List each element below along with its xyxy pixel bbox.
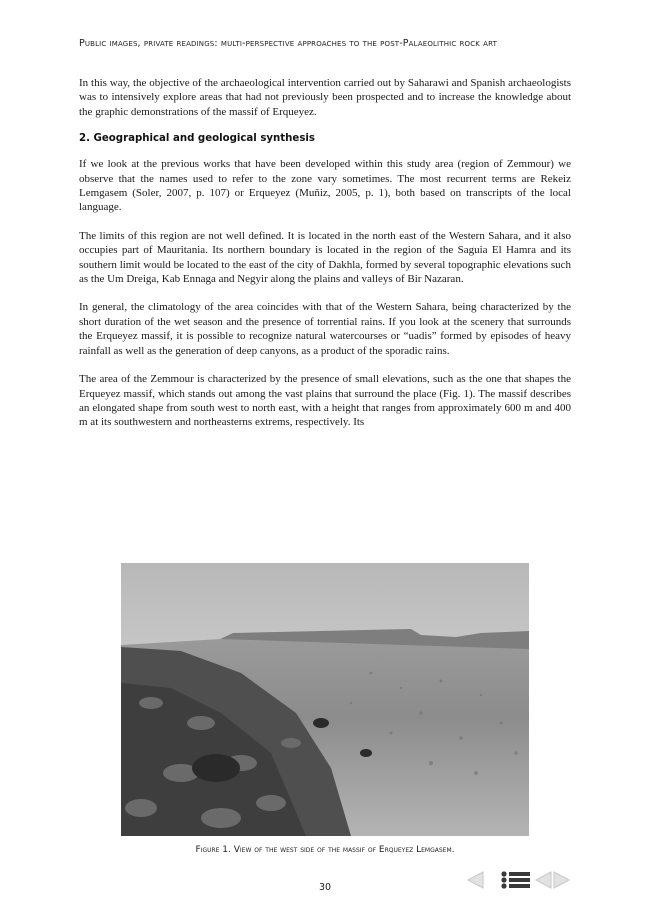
paragraph-names: If we look at the previous works that have been developed within this study area (region of Zemmour) we observe that the names used to refer to the zone vary sometimes. The most recurrent terms are Rekeiz Lemgasem (Soler, 2007, p. 107) or Erqueyez (Muñiz, 2005, p. 1), both based on transcripts of the local language. (79, 158, 571, 214)
previous-page-icon (466, 870, 484, 890)
back-icon (534, 870, 552, 890)
page-number: 30 (318, 882, 332, 893)
paragraph-climatology: In general, the climatology of the area coincides with that of the Western Sahara, being characterized by the short duration of the wet season and the presence of torrential rains. If you look at the scenery that surrounds the Erqueyez massif, it is possible to recognize natural watercourses or “uadis” formed by episodes of heavy rainfall as well as the generation of deep canyons, as a product of the sporadic rains. (79, 301, 571, 357)
paragraph-intro: In this way, the objective of the archaeological intervention carried out by Saharawi and Spanish archaeologists was to intensively explore areas that had not previously been prospected and to increase the knowledge about the graphic demonstrations of the massif of Erqueyez. (79, 77, 571, 118)
next-page-button[interactable] (553, 870, 571, 890)
previous-page-button[interactable] (466, 870, 484, 890)
figure-caption: Figure 1. View of the west side of the massif of Erqueyez Lemgasem. (195, 845, 455, 855)
next-page-icon (553, 870, 571, 890)
landscape-photo (121, 563, 529, 836)
paragraph-zemmour: The area of the Zemmour is characterized by the presence of small elevations, such as the one that shapes the Erqueyez massif, which stands out among the vast plains that surround the place (Fig. 1). The massif describes an elongated shape from south west to north east, with a height that ranges from approximately 600 m and 400 m at its southwestern and northeasterns extrems, respectively. Its (79, 373, 571, 429)
running-header: Public images, private readings: multi-perspective approaches to the post-Palaeolithic rock art (79, 38, 498, 49)
table-of-contents-button[interactable] (500, 870, 532, 890)
section-heading: 2. Geographical and geological synthesis (79, 133, 315, 145)
body-text (79, 76, 571, 444)
paragraph-limits: The limits of this region are not well defined. It is located in the north east of the Western Sahara, and it also occupies part of Mauritania. Its northern boundary is located in the region of the Saguia El Hamra and its southern limit would be located to the east of the city of Dakhla, formed by several topographic elevations such as the Um Dreiga, Kab Ennaga and Negyir along the plains and valleys of Bir Nazaran. (79, 229, 571, 286)
back-button[interactable] (534, 870, 552, 890)
table-of-contents-icon (500, 870, 532, 890)
landscape-photo-drawing (121, 563, 529, 836)
